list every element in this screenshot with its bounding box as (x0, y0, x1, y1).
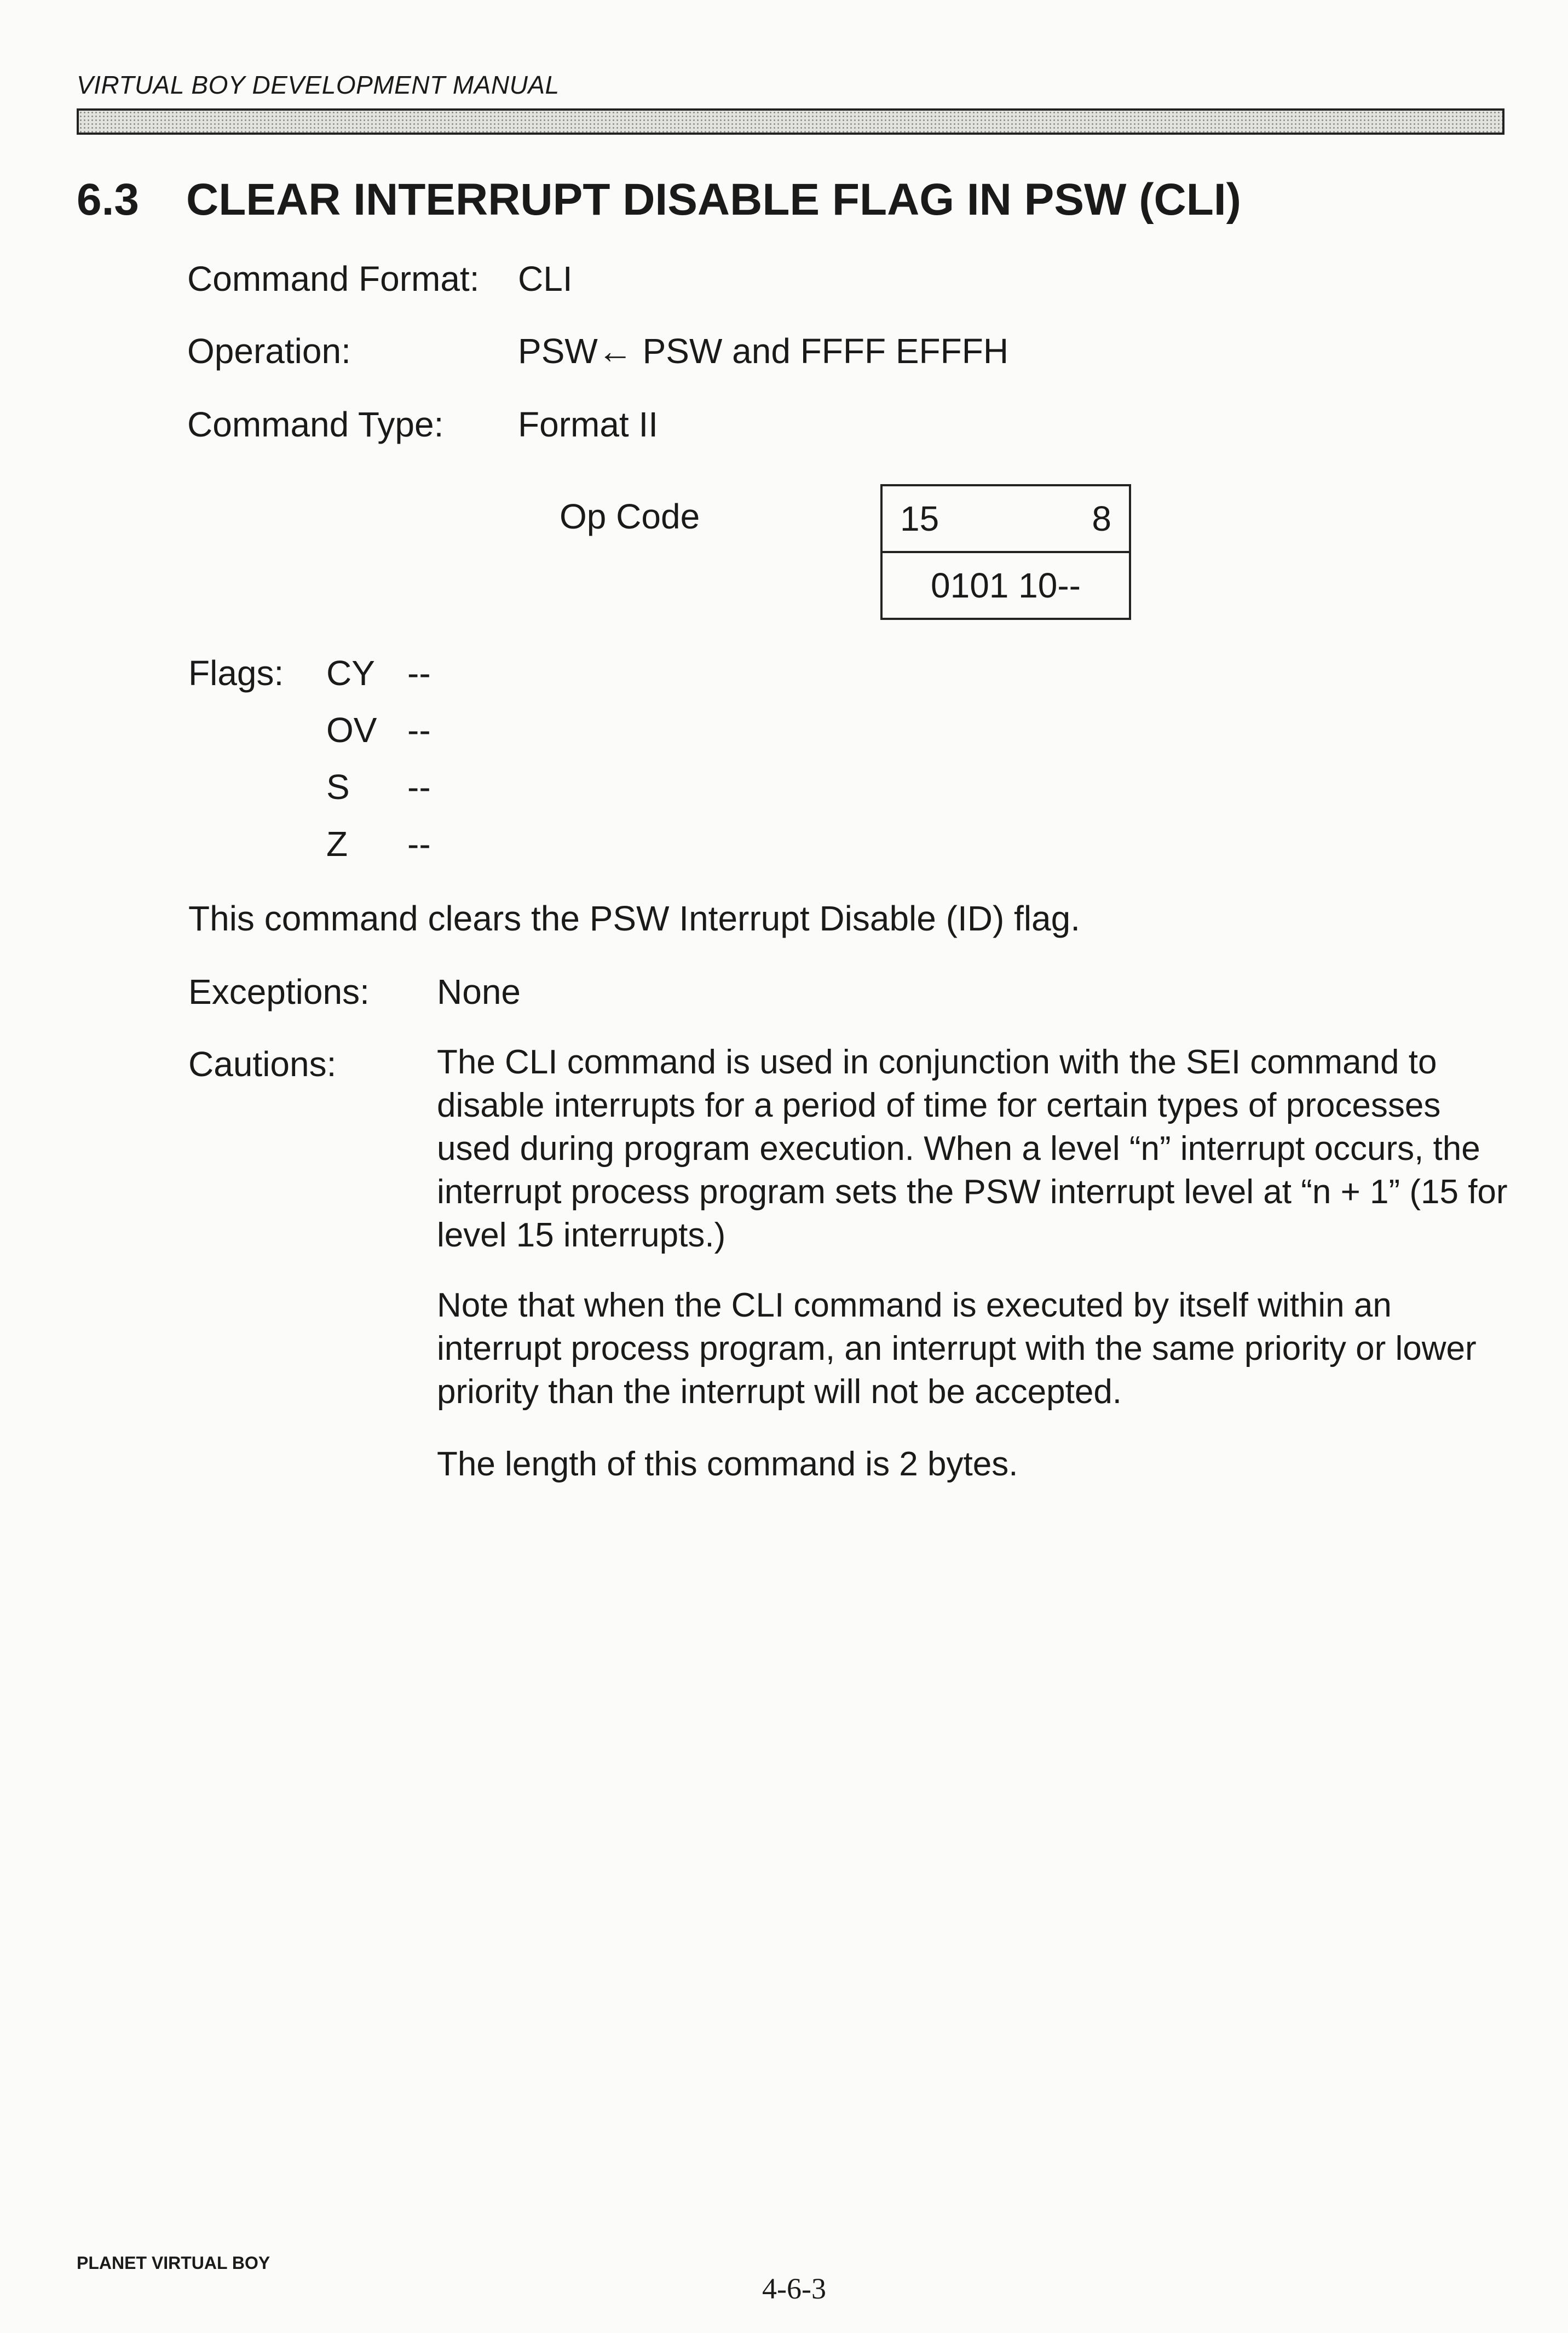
flags-label: Flags: (188, 653, 284, 693)
opcode-bit-high: 15 (900, 499, 939, 538)
cautions-label: Cautions: (188, 1044, 337, 1084)
opcode-bits: 0101 10-- (931, 566, 1081, 605)
opcode-bit-low: 8 (1092, 499, 1111, 538)
footer-publisher: PLANET VIRTUAL BOY (77, 2253, 270, 2273)
command-type-label: Command Type: (187, 405, 444, 444)
opcode-label: Op Code (560, 497, 700, 536)
opcode-bit-range (883, 486, 1129, 553)
section-number: 6.3 (77, 175, 139, 225)
header-rule (77, 108, 1504, 135)
cautions-paragraph: The length of this command is 2 bytes. (437, 1445, 1018, 1483)
page-number: 4-6-3 (762, 2272, 826, 2305)
flag-value: -- (407, 767, 431, 807)
running-header: VIRTUAL BOY DEVELOPMENT MANUAL (77, 71, 560, 99)
flag-value: -- (407, 653, 431, 693)
opcode-box (880, 484, 1131, 620)
description: This command clears the PSW Interrupt Disable (ID) flag. (188, 899, 1080, 938)
flag-value: -- (407, 824, 431, 864)
flag-name: S (326, 767, 350, 807)
cautions-paragraph: The CLI command is used in conjunction with the SEI command to disable interrupts for a period of time for certain types of processes used during program execution. When a level “n” interrupt occurs, the interrupt process program sets the PSW interrupt level at “n + 1” (15 for level 15 interrupts.) (437, 1043, 1508, 1254)
exceptions-value: None (437, 972, 521, 1012)
flag-name: OV (326, 710, 377, 750)
exceptions-label: Exceptions: (188, 972, 370, 1012)
command-format-label: Command Format: (187, 259, 480, 298)
command-format-value: CLI (518, 259, 573, 298)
cautions-paragraph: Note that when the CLI command is executed by itself within an interrupt process program, an interrupt with the same priority or lower priority than the interrupt will not be accepted. (437, 1286, 1477, 1411)
section-title: CLEAR INTERRUPT DISABLE FLAG IN PSW (CLI) (186, 175, 1241, 225)
command-type-value: Format II (518, 405, 659, 444)
flag-value: -- (407, 710, 431, 750)
flag-name: Z (326, 824, 348, 864)
operation-label: Operation: (187, 331, 351, 371)
flag-name: CY (326, 653, 375, 693)
operation-value: PSW← PSW and FFFF EFFFH (518, 331, 1009, 371)
